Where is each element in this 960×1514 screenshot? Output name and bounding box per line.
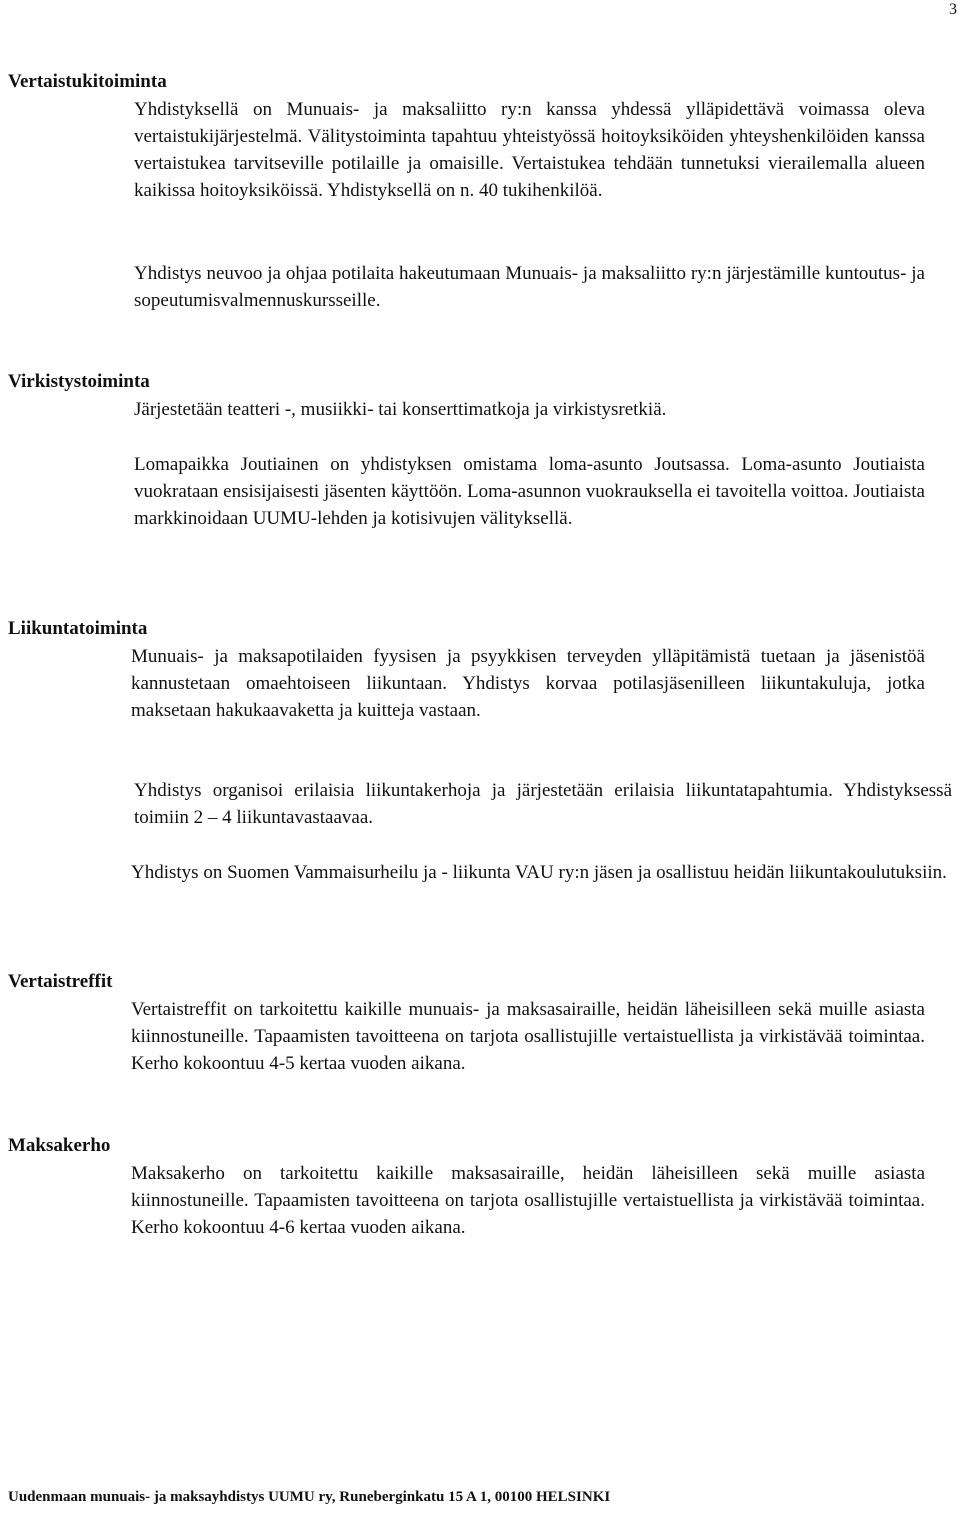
paragraph-vertaistuki-1: Yhdistyksellä on Munuais- ja maksaliitto ry:n kanssa yhdessä ylläpidettävä voimassa oleva vertaistukijärjestelmä. Välitystoiminta tapahtuu yhteistyössä hoitoyksiköiden yhteyshenkilöiden kanssa vertaistukea tarvitseville potilaille ja omaisille. Vertaistukea tehdään tunnetuksi vierailemalla alueen kaikissa hoitoyksiköissä. Yhdistyksellä on n. 40 tukihenkilöä.: [134, 99, 925, 201]
heading-virkistystoiminta: Virkistystoiminta: [8, 371, 150, 392]
paragraph-liikunta-2: Yhdistys organisoi erilaisia liikuntakerhoja ja järjestetään erilaisia liikuntatapahtumia. Yhdistyksessä toimiin 2 – 4 liikuntavastaavaa.: [134, 780, 952, 828]
paragraph-virkistys-2: Lomapaikka Joutiainen on yhdistyksen omistama loma-asunto Joutsassa. Loma-asunto Joutiaista vuokrataan ensisijaisesti jäsenten käyttöön. Loma-asunnon vuokrauksella ei tavoitella voittoa. Joutiaista markkinoidaan UUMU-lehden ja kotisivujen välityksellä.: [134, 454, 925, 529]
paragraph-liikunta-1: Munuais- ja maksapotilaiden fyysisen ja psyykkisen terveyden ylläpitämistä tuetaan ja jäsenistöä kannustetaan omaehtoiseen liikuntaan. Yhdistys korvaa potilasjäsenilleen liikuntakuluja, jotka maksetaan hakukaavaketta ja kuitteja vastaan.: [131, 646, 925, 721]
heading-liikuntatoiminta: Liikuntatoiminta: [8, 618, 148, 639]
paragraph-maksakerho-1: Maksakerho on tarkoitettu kaikille maksasairaille, heidän läheisilleen sekä muille asiasta kiinnostuneille. Tapaamisten tavoitteena on tarjota osallistujille vertaistuellista ja virkistävää toimintaa. Kerho kokoontuu 4-6 kertaa vuoden aikana.: [131, 1163, 925, 1238]
paragraph-virkistys-1: Järjestetään teatteri -, musiikki- tai konserttimatkoja ja virkistysretkiä.: [134, 399, 667, 420]
heading-maksakerho: Maksakerho: [8, 1135, 111, 1156]
paragraph-vertaistuki-2: Yhdistys neuvoo ja ohjaa potilaita hakeutumaan Munuais- ja maksaliitto ry:n järjestämille kuntoutus- ja sopeutumisvalmennuskursseille.: [134, 263, 925, 311]
paragraph-vertaistreffit-1: Vertaistreffit on tarkoitettu kaikille munuais- ja maksasairaille, heidän läheisilleen sekä muille asiasta kiinnostuneille. Tapaamisten tavoitteena on tarjota osallistujille vertaistuellista ja virkistävää toimintaa. Kerho kokoontuu 4-5 kertaa vuoden aikana.: [131, 999, 925, 1074]
page-footer: Uudenmaan munuais- ja maksayhdistys UUMU ry, Runeberginkatu 15 A 1, 00100 HELSINKI: [8, 1489, 611, 1505]
heading-vertaistukitoiminta: Vertaistukitoiminta: [8, 71, 167, 92]
paragraph-liikunta-3: Yhdistys on Suomen Vammaisurheilu ja - liikunta VAU ry:n jäsen ja osallistuu heidän liikuntakoulutuksiin.: [131, 862, 947, 883]
heading-vertaistreffit: Vertaistreffit: [8, 971, 113, 992]
page-number: 3: [949, 1, 957, 18]
